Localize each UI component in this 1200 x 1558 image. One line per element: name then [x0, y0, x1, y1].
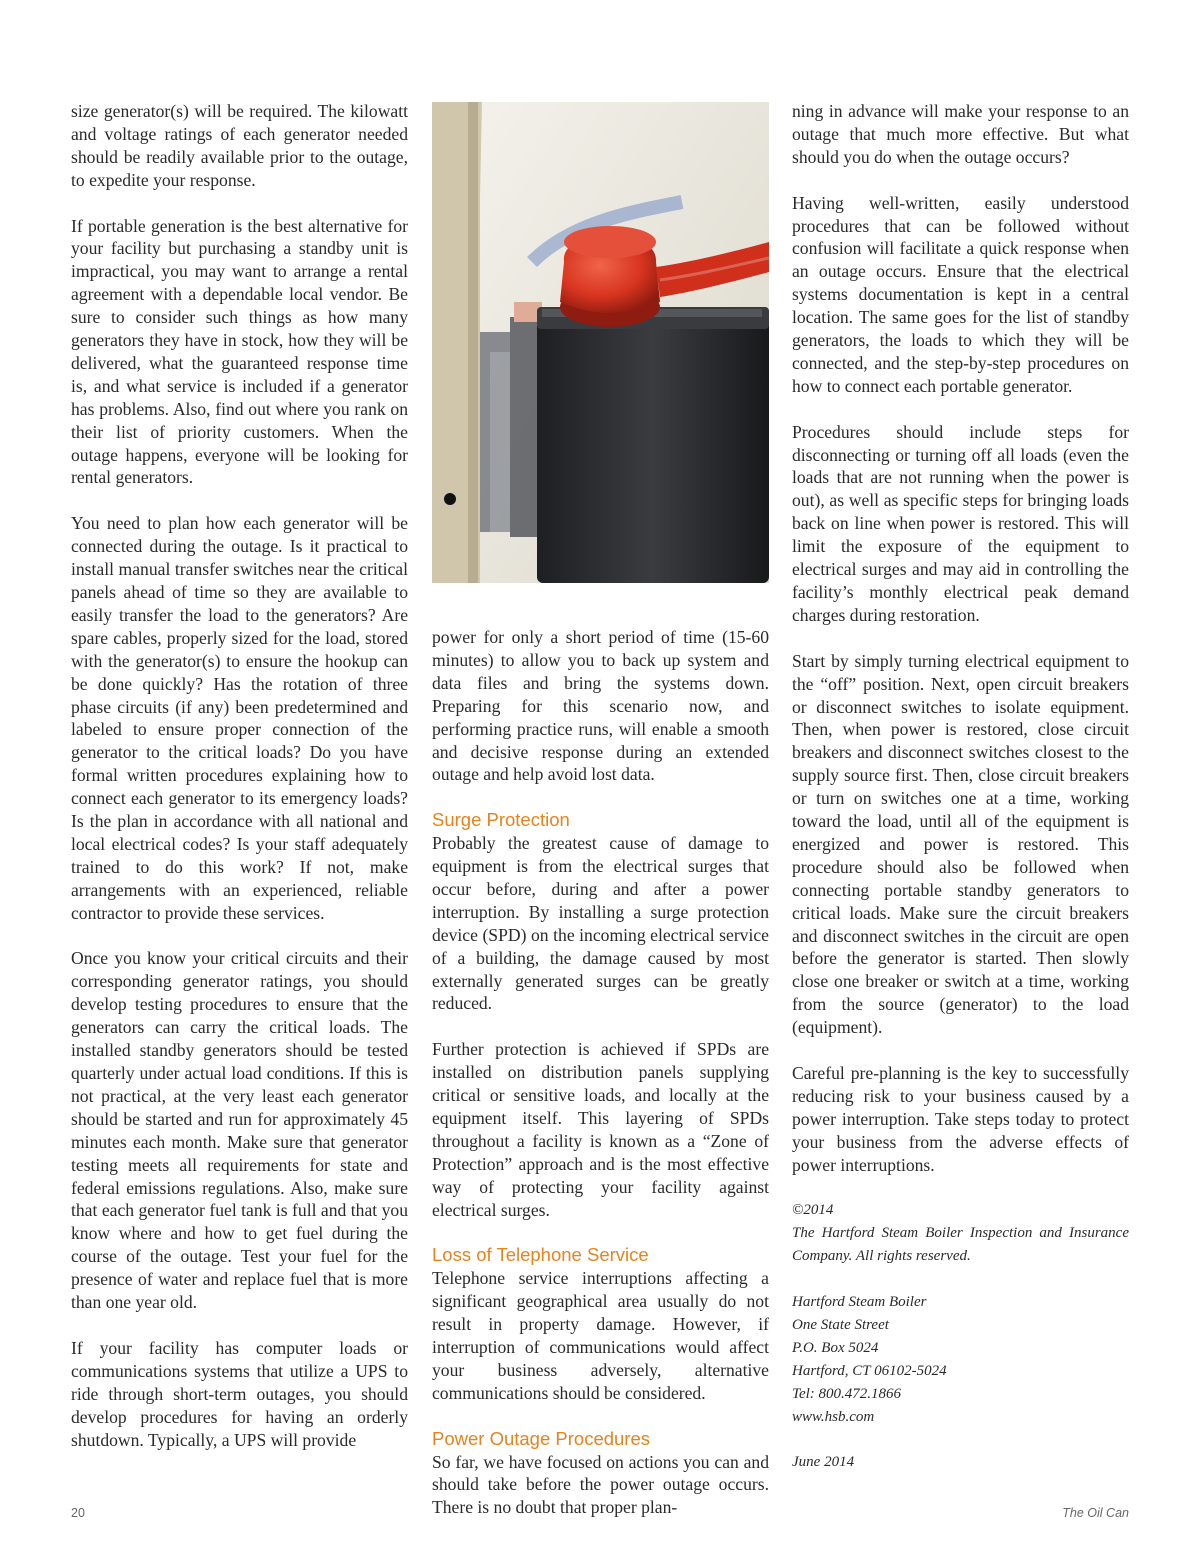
paragraph: Further protection is achieved if SPDs are installed on distribution panels supplying critical or sensitive loads, and locally at the equipment itself. This layering of SPDs throughout a facility is known as a “Zone of Protection” approach and is the most effective way of protecting your facility against electrical surges.: [432, 1039, 769, 1220]
paragraph: Having well-written, easily understood procedures that can be followed without confusion will facilitate a quick response when an outage occurs. Ensure that the electrical systems documentation is kept in a central location. The same goes for the list of standby generators, the loads to which they will be connected, and the step-by-step procedures on how to connect each portable generator.: [792, 192, 1129, 396]
paragraph: size generator(s) will be required. The kilowatt and voltage ratings of each generator needed should be readily available prior to the outage, to expedite your response.: [71, 101, 408, 190]
column-right: [792, 100, 1129, 1474]
section-heading-telephone: Loss of Telephone Service: [432, 1244, 649, 1266]
street-address: One State Street: [792, 1316, 889, 1333]
paragraph: Careful pre-planning is the key to successfully reducing risk to your business caused by a power interruption. Take steps today to protect your business from the adverse effects of power interruptions.: [792, 1063, 1129, 1175]
paragraph: Probably the greatest cause of damage to equipment is from the electrical surges that occur before, during and after a power interruption. By installing a surge protection device (SPD) on the incoming electrical service of a building, the damage caused by most externally generated surges can be greatly reduced.: [432, 833, 769, 1014]
paragraph: So far, we have focused on actions you can and should take before the power outage occurs. There is no doubt that proper plan-: [432, 1451, 769, 1518]
paragraph: Procedures should include steps for disconnecting or turning off all loads (even the loads that are not running when the power is out), as well as specific steps for bringing loads back on line when power is restored. This will limit the exposure of the equipment to electrical surges and may aid in controlling the facility’s monthly electrical peak demand charges during restoration.: [792, 421, 1129, 625]
paragraph: power for only a short period of time (15-60 minutes) to allow you to back up system and data files and bring the systems down. Preparing for this scenario now, and performing practice runs, will enable a smooth and decisive response during an extended outage and help avoid lost data.: [432, 627, 769, 785]
copyright-block: [792, 1199, 1129, 1268]
city-state-zip: Hartford, CT 06102-5024: [792, 1362, 947, 1379]
telephone: Tel: 800.472.1866: [792, 1385, 902, 1402]
publication-date: June 2014: [792, 1454, 855, 1471]
column-left: [71, 100, 408, 1451]
paragraph: ning in advance will make your response to an outage that much more effective. But what should you do when the outage occurs?: [792, 101, 1129, 167]
page-number: 20: [71, 1506, 85, 1520]
column-middle: [432, 626, 769, 1519]
paragraph: If your facility has computer loads or communications systems that utilize a UPS to ride through short-term outages, you should develop procedures for having an orderly shutdown. Typically, a UPS will provide: [71, 1337, 408, 1450]
paragraph: Once you know your critical circuits and their corresponding generator ratings, you should develop testing procedures to ensure that the generators can carry the critical loads. The installed standby generators should be tested quarterly under actual load conditions. If this is not practical, at the very least each generator should be started and run for approximately 45 minutes each month. Make sure that generator testing meets all requirements for state and federal emissions regulations. Also, make sure that each generator fuel tank is full and that you know where and how to get fuel during the course of the outage. Test your fuel for the presence of water and replace fuel that is more than one year old.: [71, 948, 408, 1313]
section-heading-surge-protection: Surge Protection: [432, 809, 570, 831]
po-box: P.O. Box 5024: [792, 1339, 879, 1356]
rights-statement: The Hartford Steam Boiler Inspection and Insurance Company. All rights reserved.: [792, 1225, 1129, 1265]
battery-terminal-photo: [432, 102, 769, 583]
publication-name: The Oil Can: [1062, 1506, 1129, 1520]
address-block: [792, 1291, 1129, 1428]
copyright-year: ©2014: [792, 1202, 834, 1219]
company-name: Hartford Steam Boiler: [792, 1294, 927, 1311]
section-heading-outage-procedures: Power Outage Procedures: [432, 1427, 651, 1449]
website-link[interactable]: www.hsb.com: [792, 1408, 875, 1425]
paragraph: Telephone service interruptions affecting a significant geographical area usually do not result in property damage. However, if interruption of communications would affect your business adversely, alternative communications should be considered.: [432, 1268, 769, 1403]
paragraph: Start by simply turning electrical equipment to the “off” position. Next, open circuit breakers or disconnect switches to isolate equipment. Then, when power is restored, close circuit breakers and disconnect switches closest to the supply source first. Then, close circuit breakers or turn on switches one at a time, working toward the load, until all of the equipment is energized and power is restored. This procedure should also be followed when connecting portable standby generators to critical loads. Make sure the circuit breakers and disconnect switches in the circuit are open before the generator is started. Then slowly close one breaker or switch at a time, working from the source (generator) to the load (equipment).: [792, 650, 1129, 1038]
paragraph: You need to plan how each generator will be connected during the outage. Is it practical to install manual transfer switches near the critical panels ahead of time so they are available to easily transfer the load to the generators? Are spare cables, properly sized for the load, stored with the generator(s) to ensure the hookup can be done quickly? Has the rotation of three phase circuits (if any) been predetermined and labeled to ensure proper connection of the generator to the critical loads? Do you have formal written procedures explaining how to connect each generator to its emergency loads? Is the plan in accordance with all national and local electrical codes? Is your staff adequately trained to do this work? If not, make arrangements with an experienced, reliable contractor to provide these services.: [71, 513, 408, 923]
paragraph: If portable generation is the best alternative for your facility but purchasing a standby unit is impractical, you may want to arrange a rental agreement with a dependable local vendor. Be sure to consider such things as how many generators they have in stock, how they will be delivered, what the guaranteed response time is, and what service is included if a generator has problems. Also, find out where you rank on their list of priority customers. When the outage happens, everyone will be looking for rental generators.: [71, 215, 408, 488]
